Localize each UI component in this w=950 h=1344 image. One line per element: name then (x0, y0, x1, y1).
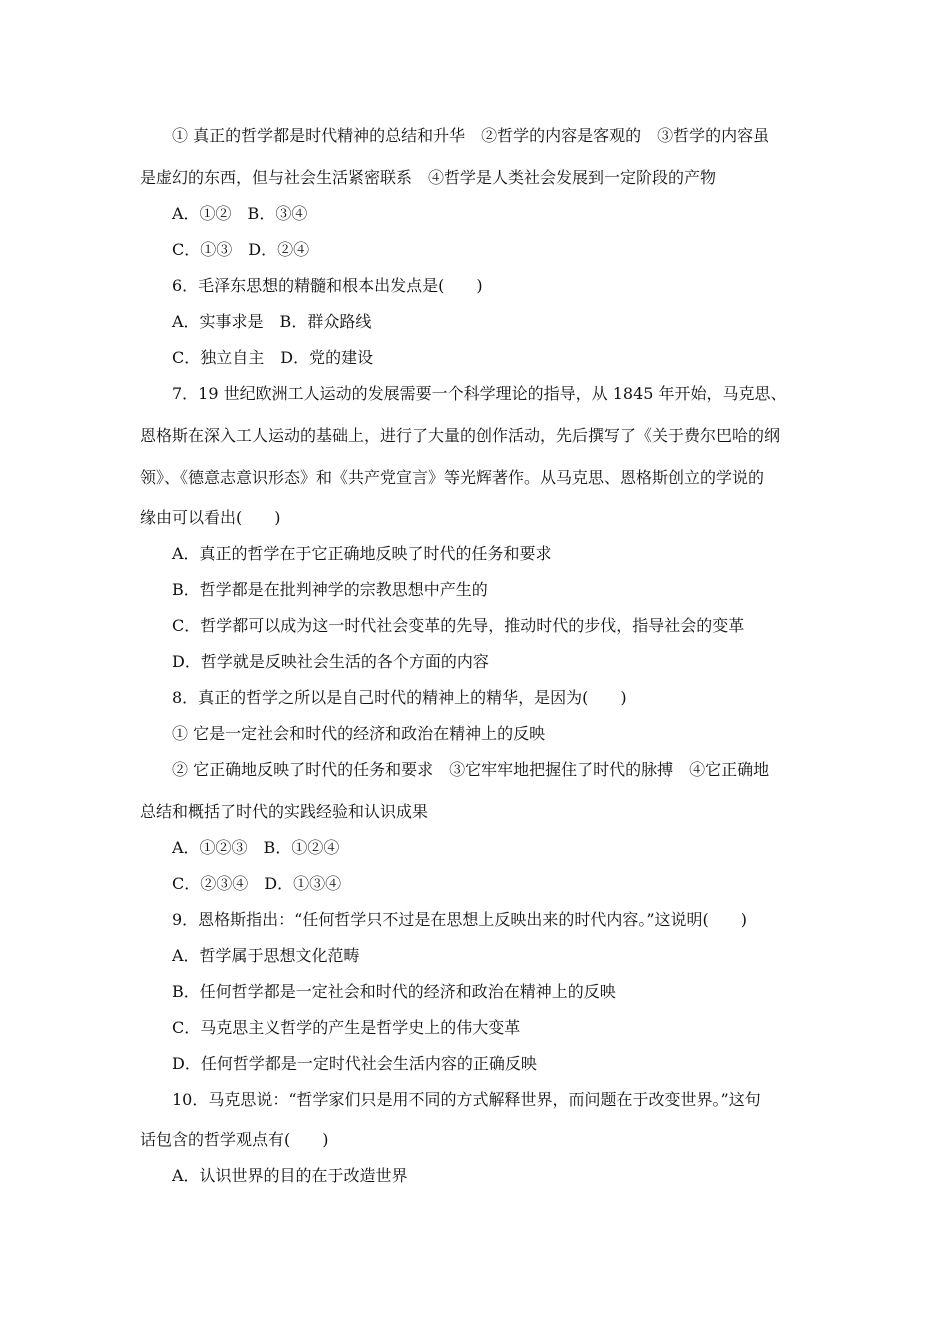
q5-choice-cd: C．①③ D．②④ (172, 240, 310, 259)
q6-choice-ab: A．实事求是 B．群众路线 (172, 312, 372, 331)
q9-stem: 9．恩格斯指出：“任何哲学只不过是在思想上反映出来的时代内容。”这说明( ) (172, 910, 748, 929)
q8-options-line-2: ② 它正确地反映了时代的任务和要求 ③它牢牢地把握住了时代的脉搏 ④它正确地 (172, 760, 770, 779)
q9-choice-c: C．马克思主义哲学的产生是哲学史上的伟大变革 (172, 1018, 521, 1037)
q6-choice-cd: C．独立自主 D．党的建设 (172, 348, 374, 367)
q7-stem-line-3: 领》、《德意志意识形态》和《共产党宣言》等光辉著作。从马克思、恩格斯创立的学说的 (140, 468, 765, 487)
q10-choice-a: A．认识世界的目的在于改造世界 (172, 1166, 408, 1185)
q6-stem: 6．毛泽东思想的精髓和根本出发点是( ) (172, 276, 483, 295)
q8-option-1: ① 它是一定社会和时代的经济和政治在精神上的反映 (172, 724, 546, 743)
q7-stem-line-1: 7．19 世纪欧洲工人运动的发展需要一个科学理论的指导，从 1845 年开始，马克思、 (172, 384, 787, 403)
q5-choice-ab: A．①② B．③④ (172, 204, 308, 223)
q7-choice-b: B．哲学都是在批判神学的宗教思想中产生的 (172, 580, 488, 599)
q7-choice-a: A．真正的哲学在于它正确地反映了时代的任务和要求 (172, 544, 552, 563)
q8-options-line-3: 总结和概括了时代的实践经验和认识成果 (140, 802, 429, 821)
q7-choice-d: D．哲学就是反映社会生活的各个方面的内容 (172, 652, 489, 671)
q10-stem-line-2: 话包含的哲学观点有( ) (140, 1130, 329, 1149)
q8-choice-cd: C．②③④ D．①③④ (172, 874, 342, 893)
q5-options-line-2: 是虚幻的东西，但与社会生活紧密联系 ④哲学是人类社会发展到一定阶段的产物 (140, 168, 717, 187)
q9-choice-b: B．任何哲学都是一定社会和时代的经济和政治在精神上的反映 (172, 982, 616, 1001)
q7-stem-line-2: 恩格斯在深入工人运动的基础上，进行了大量的创作活动，先后撰写了《关于费尔巴哈的纲 (140, 426, 781, 445)
q7-stem-line-4: 缘由可以看出( ) (140, 508, 281, 527)
q5-options-line-1: ① 真正的哲学都是时代精神的总结和升华 ②哲学的内容是客观的 ③哲学的内容虽 (172, 126, 770, 145)
q8-stem: 8．真正的哲学之所以是自己时代的精神上的精华，是因为( ) (172, 688, 627, 707)
q10-stem-line-1: 10．马克思说：“哲学家们只是用不同的方式解释世界，而问题在于改变世界。”这句 (172, 1090, 761, 1109)
q8-choice-ab: A．①②③ B．①②④ (172, 838, 340, 857)
q7-choice-c: C．哲学都可以成为这一时代社会变革的先导，推动时代的步伐，指导社会的变革 (172, 616, 745, 635)
q9-choice-d: D．任何哲学都是一定时代社会生活内容的正确反映 (172, 1054, 537, 1073)
q9-choice-a: A．哲学属于思想文化范畴 (172, 946, 360, 965)
